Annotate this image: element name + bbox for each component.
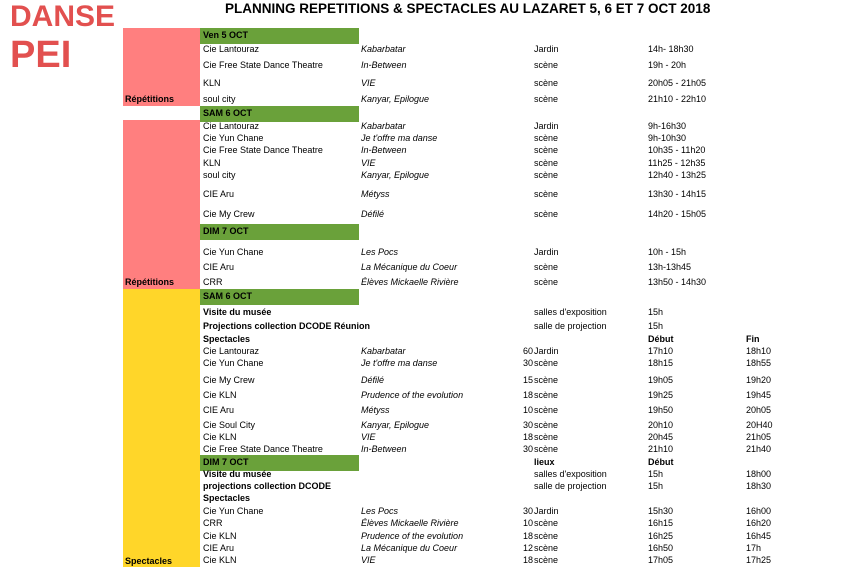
piece-cell: Kabarbatar (361, 121, 406, 131)
location-cell: Jardin (534, 44, 559, 54)
piece-cell: Kanyar, Epilogue (361, 170, 430, 180)
end-cell: 20h05 (746, 405, 772, 415)
start-cell: 20h10 (648, 420, 674, 430)
end-cell: 18h30 (746, 481, 772, 491)
event-label: projections collection DCODE (203, 481, 332, 491)
duration-cell: 18 (522, 555, 533, 565)
end-cell: 20H40 (746, 420, 773, 430)
location-cell: Jardin (534, 121, 559, 131)
end-cell: 17h (746, 543, 762, 553)
location-cell: scène (534, 444, 559, 454)
start-cell: 17h05 (648, 555, 674, 565)
location-cell: Jardin (534, 506, 559, 516)
location-cell: Jardin (534, 247, 559, 257)
event-label: Projections collection DCODE Réunion (203, 321, 371, 331)
end-cell: 19h45 (746, 390, 772, 400)
piece-cell: Défilé (361, 375, 385, 385)
duration-cell: 30 (522, 420, 533, 430)
company-cell: Cie Free State Dance Theatre (203, 145, 323, 155)
company-cell: Cie Yun Chane (203, 247, 264, 257)
company-cell: Cie Yun Chane (203, 358, 264, 368)
location-cell: salle de projection (534, 481, 607, 491)
location-cell: Jardin (534, 346, 559, 356)
start-cell: 15h (648, 469, 664, 479)
location-cell: scène (534, 60, 559, 70)
day-label: DIM 7 OCT (203, 226, 249, 236)
end-cell: 18h10 (746, 346, 772, 356)
time-cell: 13h30 - 14h15 (648, 189, 707, 199)
company-cell: CRR (203, 518, 223, 528)
company-cell: Cie Lantouraz (203, 346, 260, 356)
piece-cell: Élèves Mickaelle Rivière (361, 277, 459, 287)
start-cell: 15h30 (648, 506, 674, 516)
day-label: SAM 6 OCT (203, 108, 253, 118)
duration-cell: 10 (522, 518, 533, 528)
location-cell: scène (534, 420, 559, 430)
day-header (200, 106, 359, 122)
duration-cell: 30 (522, 444, 533, 454)
time-cell: 20h05 - 21h05 (648, 78, 707, 88)
piece-cell: Les Pocs (361, 506, 399, 516)
time-cell: 13h50 - 14h30 (648, 277, 707, 287)
piece-cell: Kanyar, Epilogue (361, 420, 430, 430)
start-header: Début (648, 457, 674, 467)
company-cell: CIE Aru (203, 189, 235, 199)
side-label-repetitions-2: Répétitions (125, 277, 175, 287)
event-label: Visite du musée (203, 469, 272, 479)
time-cell: 14h- 18h30 (648, 44, 694, 54)
company-cell: KLN (203, 78, 221, 88)
piece-cell: VIE (361, 555, 376, 565)
time-cell: 19h - 20h (648, 60, 687, 70)
end-cell: 21h40 (746, 444, 772, 454)
duration-cell: 30 (522, 358, 533, 368)
end-cell: 18h00 (746, 469, 772, 479)
time-cell: 9h-10h30 (648, 133, 687, 143)
duration-cell: 18 (522, 432, 533, 442)
location-cell: scène (534, 277, 559, 287)
company-cell: CIE Aru (203, 543, 235, 553)
time-cell: 9h-16h30 (648, 121, 687, 131)
company-cell: Cie My Crew (203, 375, 255, 385)
start-cell: 16h50 (648, 543, 674, 553)
side-block-spectacles (123, 289, 200, 567)
company-cell: Cie KLN (203, 390, 237, 400)
section-label: Spectacles (203, 334, 251, 344)
duration-cell: 10 (522, 405, 533, 415)
location-cell: scène (534, 358, 559, 368)
end-cell: 18h55 (746, 358, 772, 368)
time-cell: 14h20 - 15h05 (648, 209, 707, 219)
company-cell: soul city (203, 94, 236, 104)
company-cell: Cie KLN (203, 531, 237, 541)
location-cell: scène (534, 531, 559, 541)
start-header: Début (648, 334, 674, 344)
start-cell: 17h10 (648, 346, 674, 356)
duration-cell: 15 (522, 375, 533, 385)
location-cell: scène (534, 432, 559, 442)
company-cell: Cie Free State Dance Theatre (203, 444, 323, 454)
piece-cell: La Mécanique du Coeur (361, 262, 458, 272)
duration-cell: 18 (522, 531, 533, 541)
location-cell: salles d'exposition (534, 307, 607, 317)
event-label: Visite du musée (203, 307, 272, 317)
piece-cell: Métyss (361, 189, 390, 199)
logo-line-1: DANSE (10, 0, 116, 33)
start-cell: 19h05 (648, 375, 674, 385)
time-cell: 12h40 - 13h25 (648, 170, 707, 180)
company-cell: Cie Yun Chane (203, 133, 264, 143)
company-cell: CIE Aru (203, 405, 235, 415)
start-cell: 16h25 (648, 531, 674, 541)
time-cell: 15h (648, 321, 664, 331)
company-cell: Cie KLN (203, 432, 237, 442)
location-cell: scène (534, 543, 559, 553)
location-cell: scène (534, 145, 559, 155)
piece-cell: Défilé (361, 209, 385, 219)
piece-cell: Élèves Mickaelle Rivière (361, 518, 459, 528)
piece-cell: La Mécanique du Coeur (361, 543, 458, 553)
piece-cell: Je t'offre ma danse (361, 133, 438, 143)
time-cell: 10h35 - 11h20 (648, 145, 706, 155)
piece-cell: Kabarbatar (361, 44, 406, 54)
end-cell: 16h20 (746, 518, 772, 528)
end-cell: 16h45 (746, 531, 772, 541)
piece-cell: VIE (361, 158, 376, 168)
location-cell: scène (534, 94, 559, 104)
location-cell: scène (534, 555, 559, 565)
company-cell: CRR (203, 277, 223, 287)
day-label: Ven 5 OCT (203, 30, 249, 40)
company-cell: Cie KLN (203, 555, 237, 565)
end-cell: 17h25 (746, 555, 772, 565)
piece-cell: Métyss (361, 405, 390, 415)
location-cell: scène (534, 405, 559, 415)
piece-cell: Je t'offre ma danse (361, 358, 438, 368)
side-label-spectacles: Spectacles (125, 556, 173, 566)
duration-cell: 60 (522, 346, 533, 356)
location-cell: scène (534, 262, 559, 272)
time-cell: 10h - 15h (648, 247, 687, 257)
section-label: Spectacles (203, 493, 251, 503)
end-cell: 21h05 (746, 432, 772, 442)
day-header (200, 28, 359, 44)
time-cell: 21h10 - 22h10 (648, 94, 707, 104)
duration-cell: 18 (522, 390, 533, 400)
danse-pei-logo (10, 0, 116, 76)
piece-cell: In-Between (361, 60, 407, 70)
location-cell: salle de projection (534, 321, 607, 331)
company-cell: Cie Lantouraz (203, 44, 260, 54)
location-cell: scène (534, 518, 559, 528)
time-cell: 13h-13h45 (648, 262, 692, 272)
piece-cell: In-Between (361, 444, 407, 454)
start-cell: 21h10 (648, 444, 674, 454)
company-cell: Cie My Crew (203, 209, 255, 219)
piece-cell: Kabarbatar (361, 346, 406, 356)
end-cell: 19h20 (746, 375, 772, 385)
location-cell: salles d'exposition (534, 469, 607, 479)
company-cell: KLN (203, 158, 221, 168)
day-label: DIM 7 OCT (203, 457, 249, 467)
end-header: Fin (746, 334, 760, 344)
start-cell: 20h45 (648, 432, 674, 442)
piece-cell: Prudence of the evolution (361, 390, 464, 400)
start-cell: 18h15 (648, 358, 674, 368)
duration-cell: 12 (522, 543, 533, 553)
location-cell: scène (534, 158, 559, 168)
location-cell: scène (534, 133, 559, 143)
piece-cell: VIE (361, 78, 376, 88)
location-cell: scène (534, 375, 559, 385)
location-cell: scène (534, 189, 559, 199)
location-cell: scène (534, 170, 559, 180)
company-cell: soul city (203, 170, 236, 180)
company-cell: Cie Soul City (203, 420, 256, 430)
time-cell: 11h25 - 12h35 (648, 158, 706, 168)
day-header (200, 289, 359, 305)
start-cell: 15h (648, 481, 664, 491)
company-cell: Cie Lantouraz (203, 121, 260, 131)
piece-cell: VIE (361, 432, 376, 442)
piece-cell: Les Pocs (361, 247, 399, 257)
start-cell: 19h50 (648, 405, 674, 415)
start-cell: 16h15 (648, 518, 674, 528)
day-label: SAM 6 OCT (203, 291, 253, 301)
logo-line-2: PEI (10, 34, 72, 76)
location-header: lieux (534, 457, 555, 467)
time-cell: 15h (648, 307, 664, 317)
location-cell: scène (534, 390, 559, 400)
location-cell: scène (534, 209, 559, 219)
side-block-rep-weekend (123, 120, 200, 289)
piece-cell: Prudence of the evolution (361, 531, 464, 541)
company-cell: Cie Free State Dance Theatre (203, 60, 323, 70)
piece-cell: In-Between (361, 145, 407, 155)
start-cell: 19h25 (648, 390, 674, 400)
location-cell: scène (534, 78, 559, 88)
end-cell: 16h00 (746, 506, 772, 516)
page-title: PLANNING REPETITIONS & SPECTACLES AU LAZARET 5, 6 ET 7 OCT 2018 (225, 1, 711, 16)
day-header (200, 224, 359, 240)
piece-cell: Kanyar, Epilogue (361, 94, 430, 104)
company-cell: CIE Aru (203, 262, 235, 272)
side-label-repetitions-1: Répétitions (125, 94, 175, 104)
company-cell: Cie Yun Chane (203, 506, 264, 516)
duration-cell: 30 (522, 506, 533, 516)
